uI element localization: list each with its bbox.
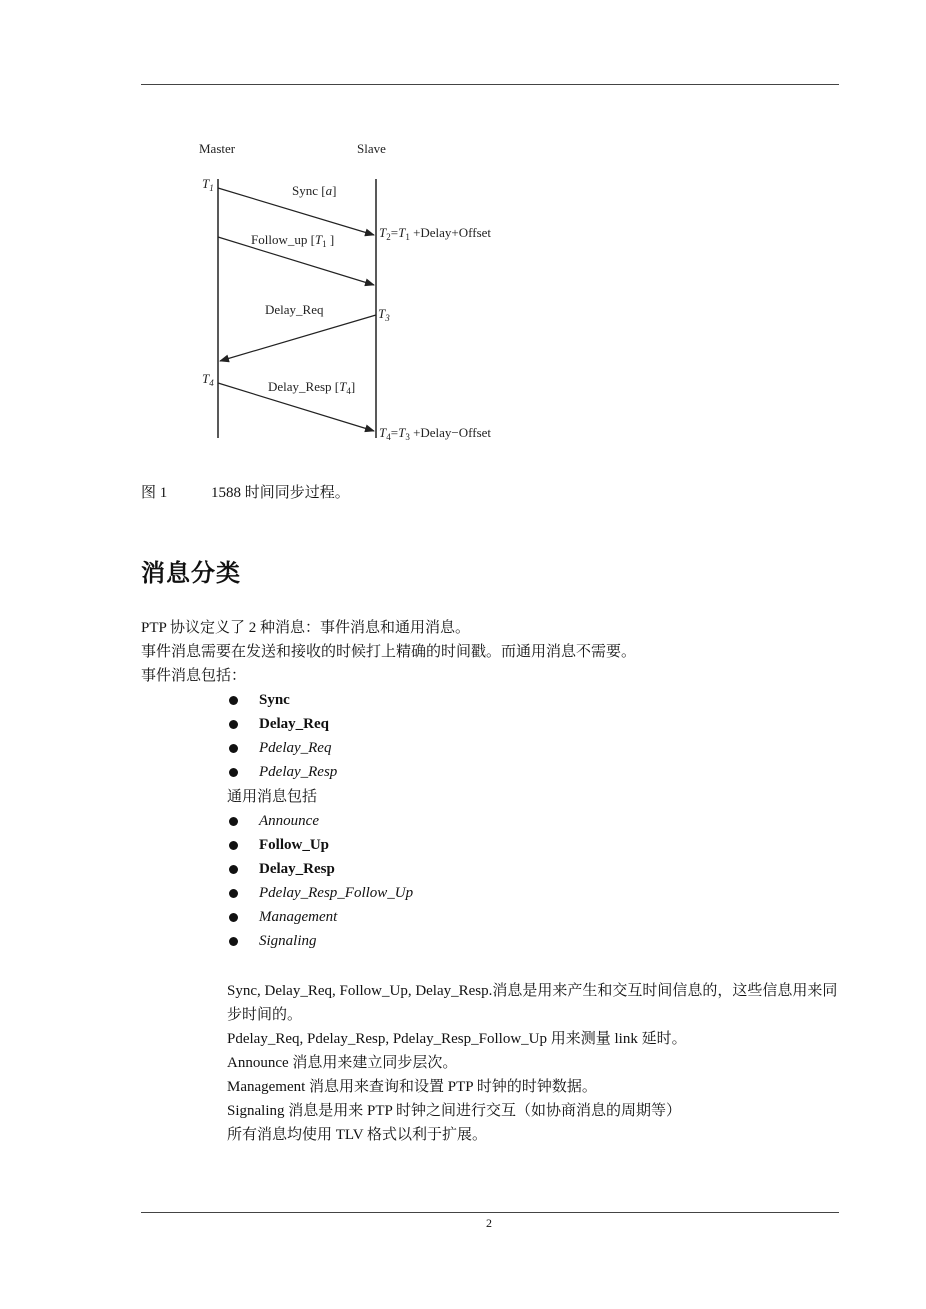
t4-equation: $T_4=T_3$ +Delay−Offset [379, 425, 492, 442]
paragraph-timestamp: 事件消息需要在发送和接收的时候打上精确的时间戳。而通用消息不需要。 [141, 644, 637, 660]
delay-req-label: Delay_Req [265, 302, 324, 317]
list-item [227, 833, 413, 857]
paragraph-event-intro: 事件消息包括： [141, 668, 247, 684]
bullet-icon [229, 768, 238, 777]
bullet-icon [229, 720, 238, 729]
list-item-label: Signaling [259, 933, 317, 949]
list-item-label: Management [259, 909, 338, 925]
general-message-list [227, 809, 413, 953]
list-item [227, 760, 337, 784]
bullet-icon [229, 889, 238, 898]
list-item-label: Pdelay_Resp [259, 764, 338, 780]
figure-caption-text: 1588 时间同步过程。 [211, 485, 350, 501]
list-item-label: Delay_Req [259, 716, 329, 732]
header-rule [141, 84, 839, 85]
delay-resp-label: Delay_Resp $[T_4]$ [268, 379, 356, 396]
description-pdelay: Pdelay_Req, Pdelay_Resp, Pdelay_Resp_Follow_Up 用来测量 link 延时。 [227, 1031, 687, 1047]
general-messages-label: 通用消息包括 [227, 789, 318, 805]
figure-number: 图 1 [141, 485, 168, 501]
list-item [227, 881, 413, 905]
description-management: Management 消息用来查询和设置 PTP 时钟的时钟数据。 [227, 1079, 597, 1095]
list-item-label: Sync [259, 692, 290, 708]
master-label: Master [199, 141, 236, 156]
list-item [227, 688, 337, 712]
t1-label: $T_1$ [202, 176, 214, 193]
section-title: 消息分类 [141, 559, 241, 587]
ptp-sync-diagram [195, 135, 525, 455]
list-item [227, 809, 413, 833]
list-item-label: Announce [259, 813, 319, 829]
list-item [227, 857, 413, 881]
sync-label: Sync [a] [292, 183, 337, 198]
slave-label: Slave [357, 141, 386, 156]
page-number: 2 [486, 1216, 492, 1230]
list-item-label: Follow_Up [259, 837, 330, 853]
event-message-list [227, 688, 337, 784]
description-sync-messages: Sync, Delay_Req, Follow_Up, Delay_Resp.消息是用来产生和交互时间信息的，这些信息用来同步时间的。 [227, 983, 838, 1023]
list-item [227, 929, 413, 953]
bullet-icon [229, 696, 238, 705]
paragraph-message-types: PTP 协议定义了 2 种消息：事件消息和通用消息。 [141, 620, 471, 636]
t2-equation: $T_2=T_1$ +Delay+Offset [379, 225, 492, 242]
bullet-icon [229, 817, 238, 826]
list-item-label: Pdelay_Resp_Follow_Up [259, 885, 414, 901]
t3-label: $T_3$ [378, 306, 390, 323]
follow-up-label: Follow_up [$T_1$ ] [251, 232, 335, 249]
list-item [227, 736, 337, 760]
bullet-icon [229, 913, 238, 922]
list-item [227, 712, 337, 736]
bullet-icon [229, 841, 238, 850]
bullet-icon [229, 865, 238, 874]
description-tlv: 所有消息均使用 TLV 格式以利于扩展。 [227, 1127, 488, 1143]
list-item-label: Delay_Resp [259, 861, 335, 877]
list-item-label: Pdelay_Req [259, 740, 332, 756]
delay-req-arrow [220, 315, 376, 361]
t4-label: $T_4$ [202, 371, 214, 388]
list-item [227, 905, 413, 929]
description-announce: Announce 消息用来建立同步层次。 [227, 1055, 458, 1071]
description-signaling: Signaling 消息是用来 PTP 时钟之间进行交互（如协商消息的周期等） [227, 1103, 682, 1119]
bullet-icon [229, 744, 238, 753]
footer-rule [141, 1212, 839, 1213]
figure-caption [141, 481, 350, 502]
bullet-icon [229, 937, 238, 946]
